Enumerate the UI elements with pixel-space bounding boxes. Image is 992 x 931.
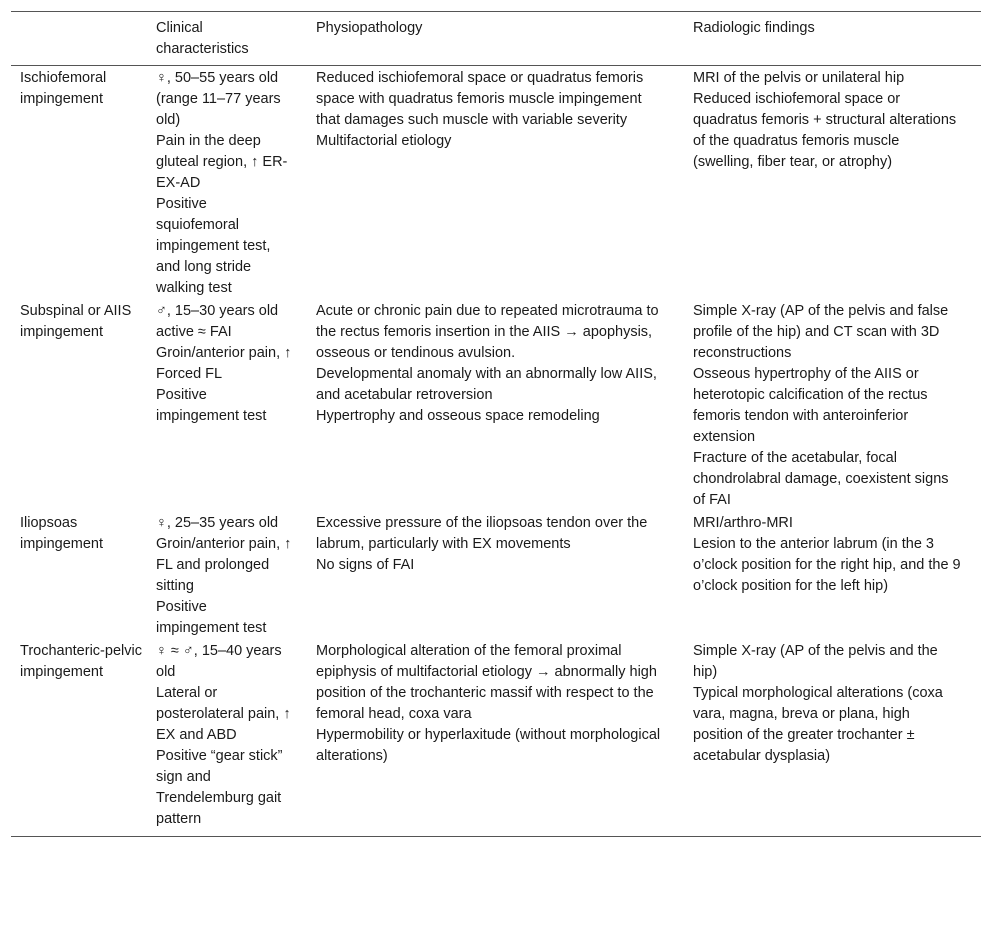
physio-line: Morphological alteration of the femoral proximal epiphysis of multifactorial etiology → abnormally high position of the trochanteric massif with respect to the femoral head, coxa vara xyxy=(316,643,657,722)
physio-line: Reduced ischiofemoral space or quadratus femoris space with quadratus femoris muscle impingement that damages such muscle with variable severity xyxy=(316,70,644,128)
header-clinical: Clinical characteristics xyxy=(156,20,249,57)
clinical-cell xyxy=(147,66,307,300)
table-row xyxy=(11,639,981,837)
physio-line: Acute or chronic pain due to repeated microtrauma to the rectus femoris insertion in the AIIS → apophysis, osseous or tendinous avulsion. xyxy=(316,303,659,361)
clinical-line: active ≈ FAI xyxy=(156,324,232,340)
table-body xyxy=(11,66,981,837)
physiopathology-cell xyxy=(307,66,684,300)
clinical-line: Positive squiofemoral impingement test, and long stride walking test xyxy=(156,196,271,296)
physio-line: No signs of FAI xyxy=(316,557,415,573)
clinical-line: Groin/anterior pain, ↑ FL and prolonged sitting xyxy=(156,536,292,594)
radiologic-cell xyxy=(684,299,981,511)
physio-line: Multifactorial etiology xyxy=(316,133,452,149)
clinical-cell xyxy=(147,511,307,639)
radiologic-cell xyxy=(684,66,981,300)
row-name: Iliopsoas impingement xyxy=(20,515,104,552)
table-header xyxy=(11,12,981,66)
table-row xyxy=(11,511,981,639)
table-row xyxy=(11,66,981,300)
radio-line: Simple X-ray (AP of the pelvis and false profile of the hip) and CT scan with 3D reconstructions xyxy=(693,303,949,361)
clinical-cell xyxy=(147,639,307,837)
clinical-line: Positive impingement test xyxy=(156,599,267,636)
physio-line: Developmental anomaly with an abnormally low AIIS, and acetabular retroversion xyxy=(316,366,657,403)
header-row xyxy=(11,12,981,66)
clinical-line: ♀, 25–35 years old xyxy=(156,515,279,531)
physiopathology-cell xyxy=(307,299,684,511)
row-name: Ischiofemoral impingement xyxy=(20,70,107,107)
radio-line: Osseous hypertrophy of the AIIS or heterotopic calcification of the rectus femoris tendon with anteroinferior extension xyxy=(693,366,928,445)
header-physiopathology: Physiopathology xyxy=(316,20,423,36)
physio-line: Hypermobility or hyperlaxitude (without morphological alterations) xyxy=(316,727,661,764)
clinical-line: ♀, 50–55 years old (range 11–77 years old) xyxy=(156,70,281,128)
radio-line: Typical morphological alterations (coxa vara, magna, breva or plana, high position of the greater trochanter ± acetabular dysplasia) xyxy=(693,685,943,764)
row-name: Trochanteric-pelvic impingement xyxy=(20,643,142,680)
clinical-line: ♀ ≈ ♂, 15–40 years old xyxy=(156,643,282,680)
physio-line: Hypertrophy and osseous space remodeling xyxy=(316,408,600,424)
header-empty xyxy=(11,12,147,66)
clinical-line: Pain in the deep gluteal region, ↑ ER-EX-AD xyxy=(156,133,288,191)
radiologic-cell xyxy=(684,511,981,639)
radio-line: Simple X-ray (AP of the pelvis and the hip) xyxy=(693,643,938,680)
table-row xyxy=(11,299,981,511)
clinical-cell xyxy=(147,299,307,511)
impingement-table xyxy=(11,11,981,837)
clinical-line: Lateral or posterolateral pain, ↑ EX and ABD xyxy=(156,685,291,743)
clinical-line: ♂, 15–30 years old xyxy=(156,303,279,319)
radiologic-cell xyxy=(684,639,981,837)
radio-line: Reduced ischiofemoral space or quadratus femoris + structural alterations of the quadratus femoris muscle (swelling, fiber tear, or atrophy) xyxy=(693,91,957,170)
physiopathology-cell xyxy=(307,639,684,837)
radio-line: Fracture of the acetabular, focal chondrolabral damage, coexistent signs of FAI xyxy=(693,450,949,508)
physio-line: Excessive pressure of the iliopsoas tendon over the labrum, particularly with EX movements xyxy=(316,515,648,552)
header-radiologic: Radiologic findings xyxy=(693,20,815,36)
clinical-line: Groin/anterior pain, ↑ Forced FL xyxy=(156,345,292,382)
radio-line: Lesion to the anterior labrum (in the 3 o’clock position for the right hip, and the 9 o’clock position for the left hip) xyxy=(693,536,961,594)
physiopathology-cell xyxy=(307,511,684,639)
radio-line: MRI/arthro-MRI xyxy=(693,515,793,531)
radio-line: MRI of the pelvis or unilateral hip xyxy=(693,70,905,86)
clinical-line: Positive “gear stick” sign and Trendelemburg gait pattern xyxy=(156,748,283,827)
clinical-line: Positive impingement test xyxy=(156,387,267,424)
row-name: Subspinal or AIIS impingement xyxy=(20,303,132,340)
